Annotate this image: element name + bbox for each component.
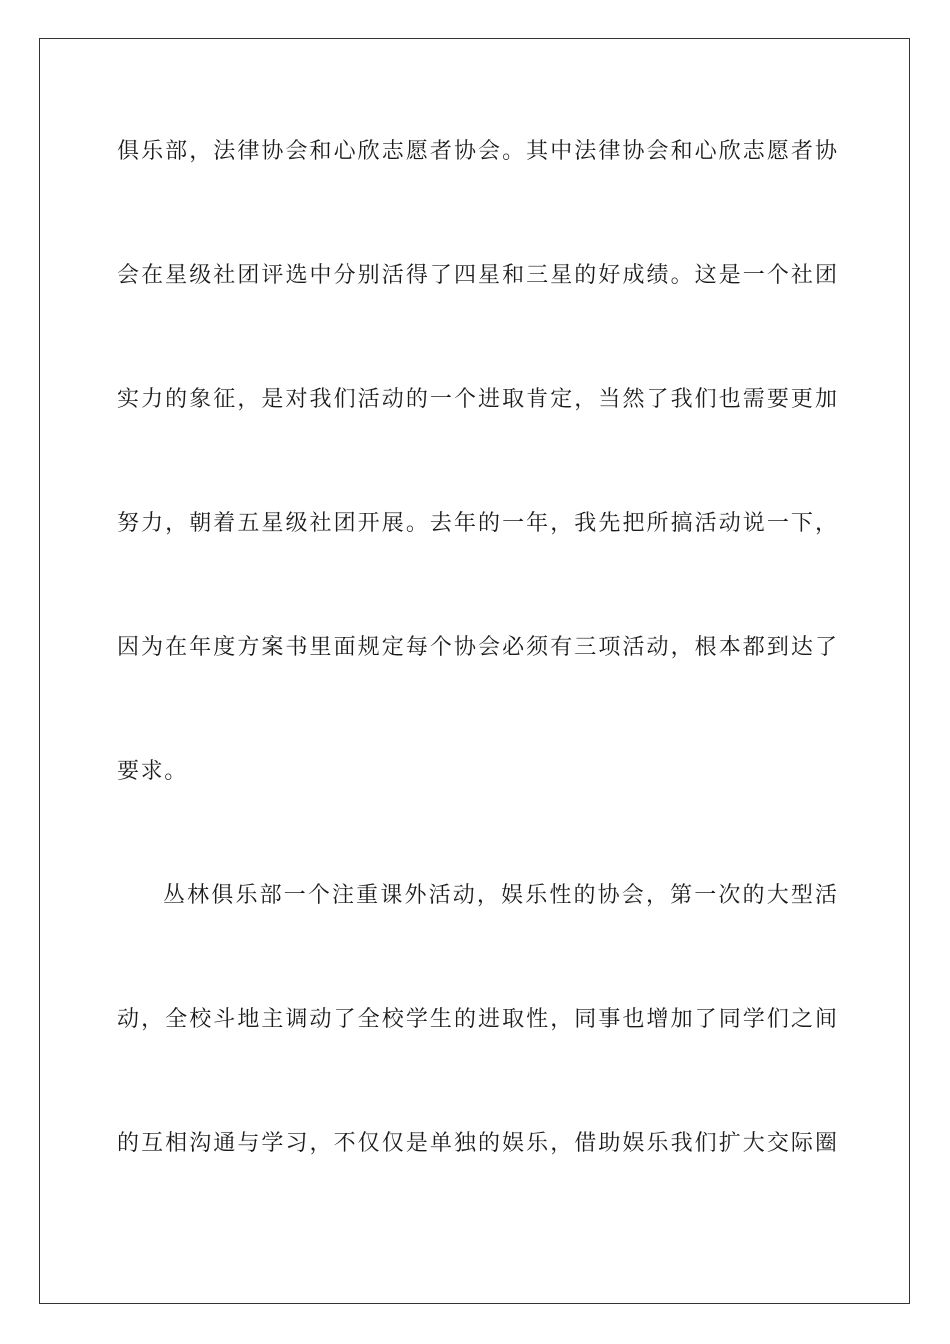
text-line-8: 动，全校斗地主调动了全校学生的进取性，同事也增加了同学们之间 — [117, 1007, 837, 1032]
text-line-6: 要求。 — [117, 759, 188, 784]
text-line-3: 实力的象征，是对我们活动的一个进取肯定，当然了我们也需要更加 — [117, 387, 837, 412]
page-border — [39, 38, 910, 1304]
text-line-4: 努力，朝着五星级社团开展。去年的一年，我先把所搞活动说一下， — [117, 511, 837, 536]
text-line-1: 俱乐部，法律协会和心欣志愿者协会。其中法律协会和心欣志愿者协 — [117, 139, 837, 164]
text-line-5: 因为在年度方案书里面规定每个协会必须有三项活动，根本都到达了 — [117, 635, 837, 660]
text-line-2: 会在星级社团评选中分别活得了四星和三星的好成绩。这是一个社团 — [117, 263, 837, 288]
paragraph-2-first-line: 丛林俱乐部一个注重课外活动，娱乐性的协会，第一次的大型活 — [163, 883, 837, 908]
text-line-9: 的互相沟通与学习，不仅仅是单独的娱乐，借助娱乐我们扩大交际圈 — [117, 1131, 837, 1156]
